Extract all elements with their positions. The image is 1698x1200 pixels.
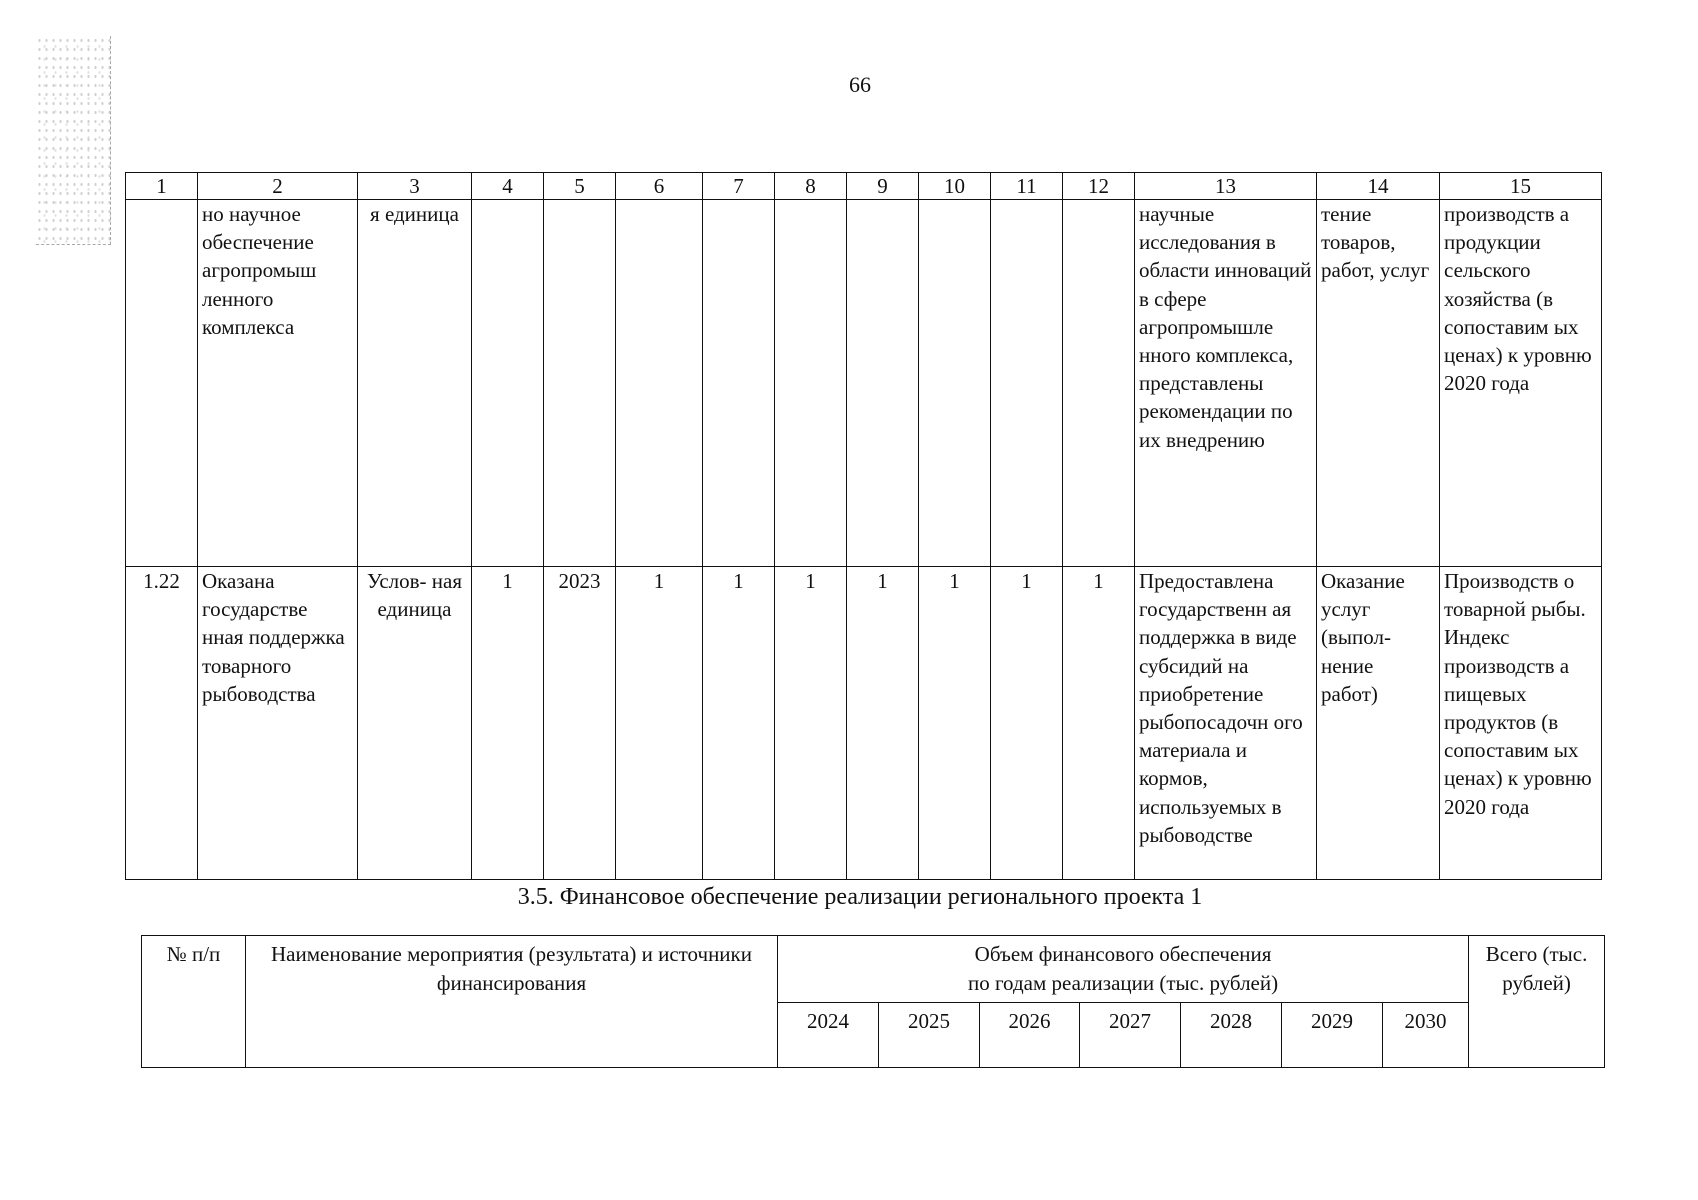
table-row-continued — [126, 200, 1602, 567]
num-header: № п/п — [142, 936, 246, 1068]
table-row-1-22 — [126, 567, 1602, 880]
value-cell: 1 — [1063, 567, 1135, 880]
volume-header — [778, 936, 1469, 1003]
volume-header-line1: Объем финансового обеспечения — [974, 942, 1272, 966]
total-header: Всего (тыс. рублей) — [1469, 936, 1605, 1068]
value-cell — [847, 200, 919, 567]
result-type: Оказание услуг (выпол- нение работ) — [1317, 567, 1440, 880]
unit-of-measure: я единица — [358, 200, 472, 567]
result-characteristic: научные исследования в области инноваций в сфере агропромышле нного комплекса, представлены рекомендации по их внедрению — [1135, 200, 1317, 567]
result-characteristic: Предоставлена государственн ая поддержка в виде субсидий на приобретение рыбопосадочн ого материала и кормов, используемых в рыбоводстве — [1135, 567, 1317, 880]
value-cell — [616, 200, 703, 567]
column-number: 1 — [126, 173, 198, 200]
row-number: 1.22 — [126, 567, 198, 880]
value-cell: 2023 — [544, 567, 616, 880]
value-cell: 1 — [991, 567, 1063, 880]
unit-of-measure: Услов- ная единица — [358, 567, 472, 880]
value-cell — [775, 200, 847, 567]
stamp-mark — [36, 36, 111, 245]
finance-header-row — [142, 936, 1605, 1003]
column-number-row — [126, 173, 1602, 200]
year-header: 2026 — [980, 1003, 1080, 1068]
year-header: 2027 — [1080, 1003, 1181, 1068]
value-cell: 1 — [775, 567, 847, 880]
column-number: 10 — [919, 173, 991, 200]
result-name: Оказана государстве нная поддержка товарного рыбоводства — [198, 567, 358, 880]
row-number — [126, 200, 198, 567]
column-number: 15 — [1440, 173, 1602, 200]
year-header: 2030 — [1383, 1003, 1469, 1068]
year-header: 2025 — [879, 1003, 980, 1068]
value-cell: 1 — [919, 567, 991, 880]
volume-header-line2: по годам реализации (тыс. рублей) — [967, 971, 1279, 995]
column-number: 3 — [358, 173, 472, 200]
value-cell: 1 — [847, 567, 919, 880]
year-header: 2029 — [1282, 1003, 1383, 1068]
year-header: 2028 — [1181, 1003, 1282, 1068]
value-cell — [991, 200, 1063, 567]
column-number: 4 — [472, 173, 544, 200]
column-number: 6 — [616, 173, 703, 200]
column-number: 11 — [991, 173, 1063, 200]
page-number: 66 — [849, 72, 871, 97]
value-cell — [919, 200, 991, 567]
value-cell: 1 — [703, 567, 775, 880]
result-link: производств а продукции сельского хозяйства (в сопоставим ых ценах) к уровню 2020 года — [1440, 200, 1602, 567]
column-number: 12 — [1063, 173, 1135, 200]
column-number: 2 — [198, 173, 358, 200]
year-header: 2024 — [778, 1003, 879, 1068]
name-header: Наименование мероприятия (результата) и источники финансирования — [246, 936, 778, 1068]
value-cell: 1 — [616, 567, 703, 880]
value-cell — [472, 200, 544, 567]
column-number: 14 — [1317, 173, 1440, 200]
finance-table — [141, 935, 1605, 1068]
column-number: 5 — [544, 173, 616, 200]
value-cell — [703, 200, 775, 567]
column-number: 13 — [1135, 173, 1317, 200]
column-number: 9 — [847, 173, 919, 200]
value-cell — [544, 200, 616, 567]
result-link: Производств о товарной рыбы. Индекс производств а пищевых продуктов (в сопоставим ых ценах) к уровню 2020 года — [1440, 567, 1602, 880]
results-table — [125, 172, 1602, 880]
result-type: тение товаров, работ, услуг — [1317, 200, 1440, 567]
value-cell — [1063, 200, 1135, 567]
result-name: но научное обеспечение агропромыш ленного комплекса — [198, 200, 358, 567]
section-heading: 3.5. Финансовое обеспечение реализации регионального проекта 1 — [517, 884, 1203, 910]
column-number: 8 — [775, 173, 847, 200]
value-cell: 1 — [472, 567, 544, 880]
column-number: 7 — [703, 173, 775, 200]
